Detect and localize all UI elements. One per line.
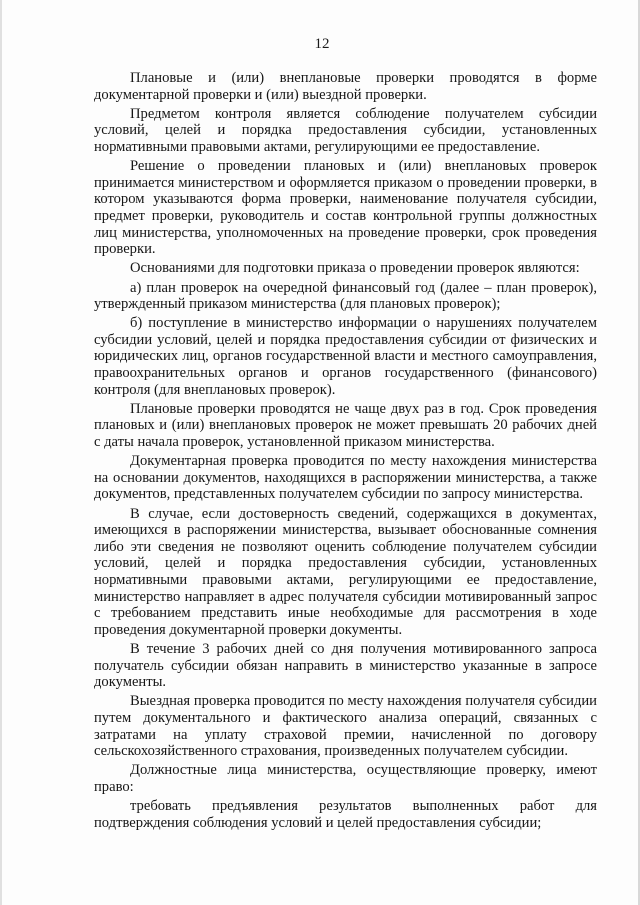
paragraph-ground-b: б) поступление в министерство информации о нарушениях получателем субсидии условий, целей и порядка предоставления субсидии от физических и юридических лиц, органов государственной власти и местного самоуправления, правоохранительных органов и органов государственного (финансового) контроля (для внеплановых проверок). [94, 315, 597, 398]
paragraph-check-decision: Решение о проведении плановых и (или) внеплановых проверок принимается министерством и оформляется приказом о проведении проверки, в котором указываются форма проверки, наименование получателя субсидии, предмет проверки, руководитель и состав контрольной группы должностных лиц министерства, уполномоченных на проведение проверки, срок проведения проверки. [94, 158, 597, 258]
paragraph-right-demand-results: требовать предъявления результатов выполненных работ для подтверждения соблюдения условий и целей предоставления субсидии; [94, 798, 597, 831]
paragraph-response-deadline: В течение 3 рабочих дней со дня получения мотивированного запроса получатель субсидии обязан направить в министерство указанные в запросе документы. [94, 640, 597, 691]
paragraph-check-frequency: Плановые проверки проводятся не чаще двух раз в год. Срок проведения плановых и (или) внеплановых проверок не может превышать 20 рабочих дней с даты начала проверок, установленной приказом министерства. [94, 400, 597, 451]
document-body [94, 70, 597, 834]
paragraph-onsite-check: Выездная проверка проводится по месту нахождения получателя субсидии путем документального и фактического анализа операций, связанных с затратами на уплату страховой премии, начисленной по договору сельскохозяйственного страхования, произведенных получателем субсидии. [94, 693, 597, 760]
paragraph-order-grounds: Основаниями для подготовки приказа о проведении проверок являются: [130, 260, 580, 277]
page-number: 12 [314, 36, 330, 52]
paragraph-documentary-check: Документарная проверка проводится по месту нахождения министерства на основании документов, находящихся в распоряжении министерства, а также документов, представленных получателем субсидии по запросу министерства. [94, 453, 597, 503]
paragraph-control-subject: Предметом контроля является соблюдение получателем субсидии условий, целей и порядка предоставления субсидии, установленных нормативными правовыми актами, регулирующими ее предоставление. [94, 105, 597, 155]
paragraph-check-forms: Плановые и (или) внеплановые проверки проводятся в форме документарной проверки и (или) выездной проверки. [94, 70, 597, 103]
paragraph-ground-a: а) план проверок на очередной финансовый год (далее – план проверок), утвержденный приказом министерства (для плановых проверок); [94, 279, 597, 313]
paragraph-reasoned-request: В случае, если достоверность сведений, содержащихся в документах, имеющихся в распоряжении министерства, вызывает обоснованные сомнения либо эти сведения не позволяют оценить соблюдение получателем субсидии условий, целей и порядка предоставления субсидии, установленных нормативными правовыми актами, регулирующими ее предоставление, министерство направляет в адрес получателя субсидии мотивированный запрос с требованием представить иные необходимые для рассмотрения в ходе проведения документарной проверки документы. [94, 505, 597, 638]
paragraph-officials-rights: Должностные лица министерства, осуществляющие проверку, имеют право: [94, 762, 597, 795]
